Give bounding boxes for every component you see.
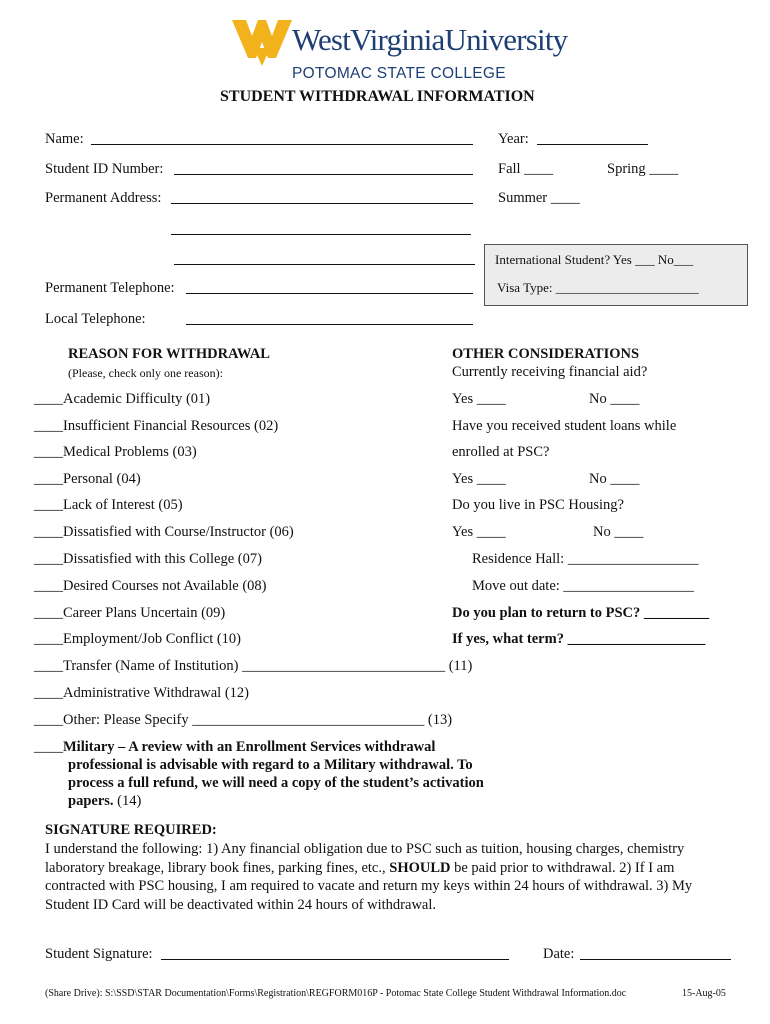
date-field[interactable] — [580, 947, 731, 960]
financial-aid-no[interactable]: No ____ — [589, 391, 640, 407]
military-text-line2: professional is advisable with regard to a Military withdrawal. To — [68, 757, 473, 773]
year-field[interactable] — [537, 132, 648, 145]
name-label: Name: — [45, 131, 84, 147]
local-telephone-label: Local Telephone: — [45, 311, 146, 327]
military-checkbox-line[interactable] — [34, 739, 435, 756]
residence-hall-field[interactable]: Residence Hall: __________________ — [472, 551, 699, 567]
reason-item[interactable]: ____Dissatisfied with Course/Instructor (06) — [34, 524, 294, 540]
military-text-line1: Military – A review with an Enrollment Services withdrawal — [63, 739, 436, 755]
name-field[interactable] — [91, 132, 473, 145]
reason-item[interactable]: ____Administrative Withdrawal (12) — [34, 685, 249, 701]
permanent-address-label: Permanent Address: — [45, 190, 162, 206]
return-term-field[interactable]: If yes, what term? ___________________ — [452, 631, 706, 647]
statement-line-1: I understand the following: 1) Any financial obligation due to PSC such as tuition, housing charges, chemistry — [45, 841, 685, 857]
reason-item[interactable]: ____Dissatisfied with this College (07) — [34, 551, 262, 567]
reason-item[interactable]: ____Desired Courses not Available (08) — [34, 578, 267, 594]
page-title: STUDENT WITHDRAWAL INFORMATION — [220, 88, 535, 105]
reason-heading: REASON FOR WITHDRAWAL — [68, 346, 270, 362]
international-student-question[interactable]: International Student? Yes ___ No___ — [495, 252, 694, 267]
reason-item[interactable]: ____Medical Problems (03) — [34, 444, 197, 460]
permanent-telephone-field[interactable] — [186, 281, 473, 294]
reason-item[interactable]: ____Employment/Job Conflict (10) — [34, 631, 242, 647]
military-prefix: ____ — [34, 739, 63, 755]
student-signature-label: Student Signature: — [45, 946, 153, 962]
logo-subtitle: POTOMAC STATE COLLEGE — [292, 65, 506, 82]
address-line-1[interactable] — [171, 191, 473, 204]
reason-instruction: (Please, check only one reason): — [68, 366, 223, 380]
housing-no[interactable]: No ____ — [593, 524, 644, 540]
student-id-field[interactable] — [174, 162, 473, 175]
statement-line-2a: laboratory breakage, library book fines, parking fines, etc., — [45, 859, 390, 876]
other-considerations-heading: OTHER CONSIDERATIONS — [452, 346, 640, 362]
student-signature-field[interactable] — [161, 947, 509, 960]
summer-term-option[interactable]: Summer ____ — [498, 190, 580, 206]
signature-statement — [45, 840, 745, 914]
military-papers: papers. — [68, 793, 114, 809]
student-loans-no[interactable]: No ____ — [589, 471, 640, 487]
permanent-telephone-label: Permanent Telephone: — [45, 280, 175, 296]
housing-yes[interactable]: Yes ____ — [452, 524, 506, 540]
footer-file-path: (Share Drive): S:\SSD\STAR Documentation\Forms\Registration\REGFORM016P - Potomac State College Student Withdrawal Information.doc — [45, 988, 627, 999]
housing-question: Do you live in PSC Housing? — [452, 497, 624, 513]
statement-line-4: Student ID Card will be deactivated within 24 hours of withdrawal. — [45, 896, 437, 913]
spring-term-option[interactable]: Spring ____ — [607, 161, 679, 177]
date-label: Date: — [543, 946, 575, 962]
statement-line-3: contracted with PSC housing, I am required to vacate and return my keys within 24 hours of withdrawal. 3) My — [45, 878, 693, 894]
reason-item[interactable]: ____Personal (04) — [34, 471, 141, 487]
student-id-label: Student ID Number: — [45, 161, 164, 177]
student-loans-question-cont: enrolled at PSC? — [452, 444, 550, 460]
logo-wordmark: WestVirginiaUniversity — [292, 22, 568, 57]
address-line-2[interactable] — [171, 222, 471, 235]
fall-term-option[interactable]: Fall ____ — [498, 161, 554, 177]
reason-item[interactable]: ____Lack of Interest (05) — [34, 497, 183, 513]
reason-item[interactable]: ____Insufficient Financial Resources (02) — [34, 418, 279, 434]
military-code: (14) — [113, 793, 142, 809]
financial-aid-question: Currently receiving financial aid? — [452, 364, 648, 380]
wvu-flying-wv-logo — [232, 18, 292, 66]
signature-heading: SIGNATURE REQUIRED: — [45, 822, 217, 838]
year-label: Year: — [498, 131, 529, 147]
reason-item[interactable]: ____Career Plans Uncertain (09) — [34, 605, 226, 621]
student-loans-question: Have you received student loans while — [452, 418, 677, 434]
statement-should: SHOULD — [389, 859, 451, 876]
footer-date: 15-Aug-05 — [682, 988, 726, 999]
statement-line-2 — [45, 859, 745, 878]
move-out-date-field[interactable]: Move out date: __________________ — [472, 578, 694, 594]
reason-item[interactable]: ____Academic Difficulty (01) — [34, 391, 211, 407]
statement-line-2c: be paid prior to withdrawal. 2) If I am — [450, 859, 675, 876]
military-text-line4 — [68, 793, 141, 810]
military-text-line3: process a full refund, we will need a copy of the student’s activation — [68, 775, 484, 791]
return-question-field[interactable]: Do you plan to return to PSC? _________ — [452, 605, 710, 621]
student-loans-yes[interactable]: Yes ____ — [452, 471, 506, 487]
reason-item-transfer[interactable]: ____Transfer (Name of Institution) ____________________________ (11) — [34, 658, 473, 674]
visa-type-field[interactable]: Visa Type: ______________________ — [497, 280, 699, 295]
local-telephone-field[interactable] — [186, 312, 473, 325]
reason-item-other[interactable]: ____Other: Please Specify ________________________________ (13) — [34, 712, 453, 728]
address-line-3[interactable] — [174, 252, 475, 265]
financial-aid-yes[interactable]: Yes ____ — [452, 391, 506, 407]
